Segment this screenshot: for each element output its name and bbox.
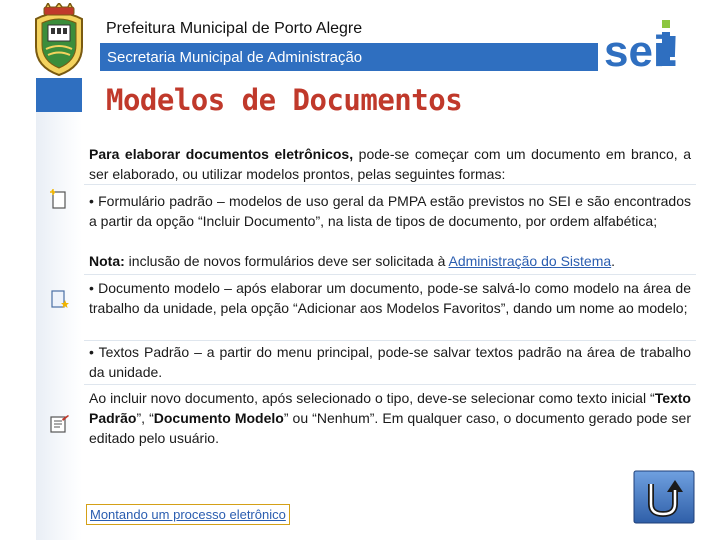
list-item-textos-padrao: • Textos Padrão – a partir do menu principal, pode-se salvar textos padrão na área de trabalho da unidade. bbox=[89, 344, 691, 380]
final-text-c: ”, “ bbox=[136, 410, 154, 426]
final-text-d: ” ou “Nenhum”. Em qualquer caso, o documento gerado pode ser editado pelo usuário. bbox=[89, 410, 691, 446]
list-item-formulario: • Formulário padrão – modelos de uso geral da PMPA estão previstos no SEI e são encontrados a partir da opção “Incluir Documento”, na lista de tipos de documento, por ordem alfabética; bbox=[89, 193, 691, 229]
note-end: . bbox=[611, 253, 616, 269]
new-document-icon bbox=[48, 188, 70, 210]
texto-padrao-bold: Texto Padrão bbox=[89, 390, 691, 426]
divider bbox=[84, 384, 696, 385]
divider bbox=[84, 340, 696, 341]
documento-modelo-bold: Documento Modelo bbox=[153, 410, 284, 426]
final-paragraph bbox=[89, 388, 691, 448]
sei-logo-graphic bbox=[600, 14, 678, 74]
department-title: Secretaria Municipal de Administração bbox=[107, 49, 363, 66]
document-star-icon bbox=[48, 288, 70, 310]
sei-logo bbox=[600, 14, 678, 74]
u-turn-back-icon bbox=[633, 470, 695, 524]
porto-alegre-crest-icon bbox=[30, 3, 88, 77]
back-button[interactable] bbox=[633, 470, 695, 524]
sei-logo-text: sei! bbox=[604, 27, 678, 74]
final-text-a: Ao incluir novo documento, após selecionado o tipo, deve-se selecionar como texto inicial “ bbox=[89, 390, 655, 406]
intro-paragraph bbox=[89, 144, 691, 184]
note-label: Nota: bbox=[89, 253, 125, 269]
divider bbox=[84, 274, 696, 275]
admin-system-link[interactable]: Administração do Sistema bbox=[448, 253, 612, 269]
montando-processo-link[interactable]: Montando um processo eletrônico bbox=[86, 504, 290, 525]
note-paragraph bbox=[89, 251, 691, 271]
intro-text: pode-se começar com um documento em branco, a ser elaborado, ou utilizar modelos prontos, pelas seguintes formas: bbox=[89, 146, 691, 182]
intro-bold-text: Para elaborar documentos eletrônicos, bbox=[89, 146, 354, 162]
divider bbox=[84, 184, 696, 185]
organization-title: Prefeitura Municipal de Porto Alegre bbox=[106, 20, 363, 37]
text-template-icon bbox=[48, 413, 70, 435]
left-strip-accent bbox=[36, 78, 82, 112]
list-item-documento-modelo: • Documento modelo – após elaborar um documento, pode-se salvá-lo como modelo na área de trabalho da unidade, pela opção “Adicionar aos Modelos Favoritos”, dando um nome ao modelo; bbox=[89, 280, 691, 316]
page-title: Modelos de Documentos bbox=[106, 83, 463, 117]
note-text: inclusão de novos formulários deve ser solicitada à bbox=[124, 253, 449, 269]
